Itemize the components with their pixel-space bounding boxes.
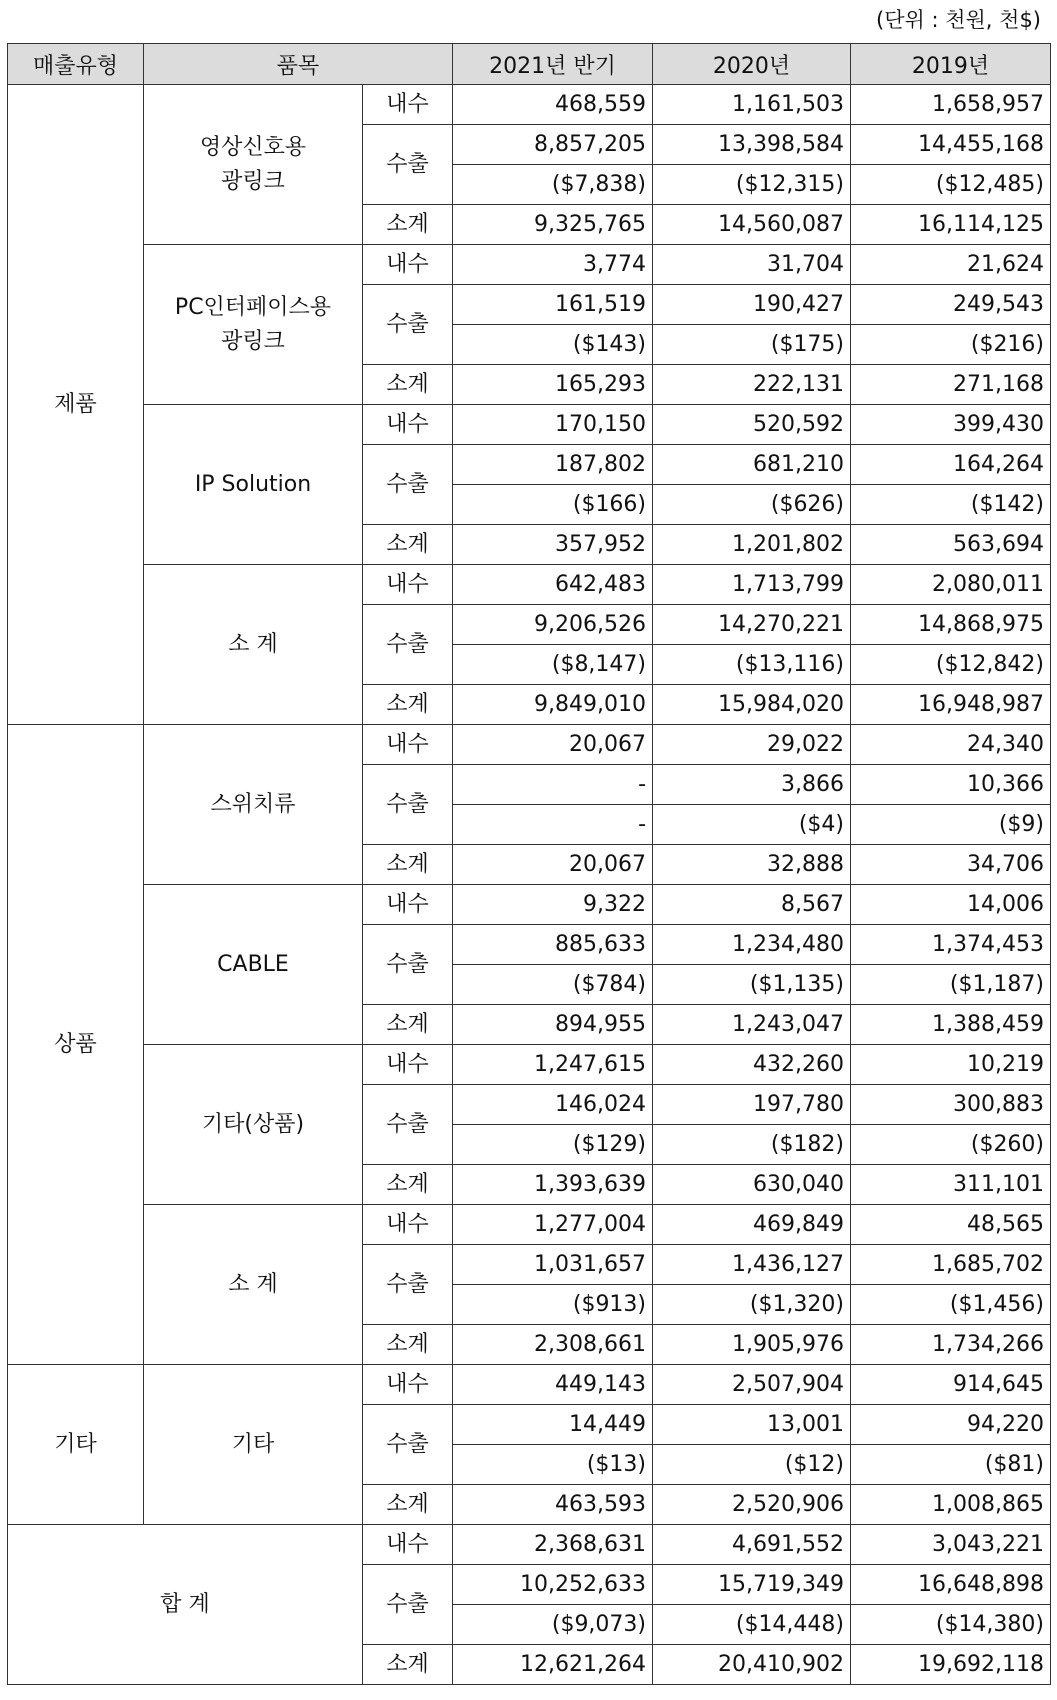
value-cell-subtotal: 1,393,639 bbox=[453, 1165, 653, 1205]
value-cell-export_usd: ($12,842) bbox=[851, 645, 1051, 685]
value-cell-export_usd: ($182) bbox=[653, 1125, 851, 1165]
header-2020: 2020년 bbox=[653, 44, 851, 85]
value-cell-domestic: 2,507,904 bbox=[653, 1365, 851, 1405]
value-cell-export_usd: ($913) bbox=[453, 1285, 653, 1325]
table-row bbox=[8, 245, 1051, 285]
table-body bbox=[8, 85, 1051, 1685]
row-label-subtotal: 소계 bbox=[363, 685, 453, 725]
value-cell-subtotal: 894,955 bbox=[453, 1005, 653, 1045]
value-cell-export: 885,633 bbox=[453, 925, 653, 965]
value-cell-export: 681,210 bbox=[653, 445, 851, 485]
value-cell-export_usd: ($81) bbox=[851, 1445, 1051, 1485]
value-cell-subtotal: 16,114,125 bbox=[851, 205, 1051, 245]
row-label-subtotal: 소계 bbox=[363, 205, 453, 245]
value-cell-subtotal: 357,952 bbox=[453, 525, 653, 565]
value-cell-export: 1,234,480 bbox=[653, 925, 851, 965]
value-cell-export_usd: ($1,320) bbox=[653, 1285, 851, 1325]
row-label-export: 수출 bbox=[363, 1565, 453, 1645]
header-type: 매출유형 bbox=[8, 44, 144, 85]
value-cell-subtotal: 1,905,976 bbox=[653, 1325, 851, 1365]
value-cell-export: 1,374,453 bbox=[851, 925, 1051, 965]
value-cell-export: - bbox=[453, 765, 653, 805]
value-cell-domestic: 914,645 bbox=[851, 1365, 1051, 1405]
row-label-subtotal: 소계 bbox=[363, 525, 453, 565]
table-row bbox=[8, 1525, 1051, 1565]
row-label-subtotal: 소계 bbox=[363, 1005, 453, 1045]
value-cell-export: 9,206,526 bbox=[453, 605, 653, 645]
row-label-domestic: 내수 bbox=[363, 1045, 453, 1085]
value-cell-export: 8,857,205 bbox=[453, 125, 653, 165]
value-cell-export: 1,436,127 bbox=[653, 1245, 851, 1285]
value-cell-domestic: 520,592 bbox=[653, 405, 851, 445]
value-cell-export_usd: ($12,315) bbox=[653, 165, 851, 205]
value-cell-domestic: 24,340 bbox=[851, 725, 1051, 765]
value-cell-domestic: 3,043,221 bbox=[851, 1525, 1051, 1565]
value-cell-domestic: 1,713,799 bbox=[653, 565, 851, 605]
total-label: 합 계 bbox=[8, 1525, 363, 1685]
value-cell-subtotal: 2,308,661 bbox=[453, 1325, 653, 1365]
group-label: 제품 bbox=[8, 85, 144, 725]
value-cell-subtotal: 12,621,264 bbox=[453, 1645, 653, 1685]
value-cell-export: 13,001 bbox=[653, 1405, 851, 1445]
row-label-subtotal: 소계 bbox=[363, 1325, 453, 1365]
table-row bbox=[8, 885, 1051, 925]
row-label-subtotal: 소계 bbox=[363, 1645, 453, 1685]
value-cell-export: 14,449 bbox=[453, 1405, 653, 1445]
item-label: PC인터페이스용 광링크 bbox=[144, 245, 363, 405]
value-cell-export_usd: ($4) bbox=[653, 805, 851, 845]
header-item: 품목 bbox=[144, 44, 453, 85]
value-cell-export: 164,264 bbox=[851, 445, 1051, 485]
row-label-subtotal: 소계 bbox=[363, 845, 453, 885]
value-cell-subtotal: 15,984,020 bbox=[653, 685, 851, 725]
item-label: 기타 bbox=[144, 1365, 363, 1525]
value-cell-export_usd: ($143) bbox=[453, 325, 653, 365]
value-cell-export_usd: ($13) bbox=[453, 1445, 653, 1485]
table-row bbox=[8, 1205, 1051, 1245]
value-cell-export: 190,427 bbox=[653, 285, 851, 325]
item-label: 소 계 bbox=[144, 1205, 363, 1365]
value-cell-domestic: 432,260 bbox=[653, 1045, 851, 1085]
value-cell-subtotal: 1,201,802 bbox=[653, 525, 851, 565]
value-cell-domestic: 4,691,552 bbox=[653, 1525, 851, 1565]
value-cell-export: 14,868,975 bbox=[851, 605, 1051, 645]
value-cell-subtotal: 463,593 bbox=[453, 1485, 653, 1525]
value-cell-export_usd: - bbox=[453, 805, 653, 845]
value-cell-export_usd: ($9) bbox=[851, 805, 1051, 845]
value-cell-domestic: 399,430 bbox=[851, 405, 1051, 445]
table-row bbox=[8, 1365, 1051, 1405]
item-label: IP Solution bbox=[144, 405, 363, 565]
value-cell-domestic: 29,022 bbox=[653, 725, 851, 765]
value-cell-export_usd: ($784) bbox=[453, 965, 653, 1005]
row-label-export: 수출 bbox=[363, 285, 453, 365]
value-cell-export: 197,780 bbox=[653, 1085, 851, 1125]
row-label-domestic: 내수 bbox=[363, 405, 453, 445]
row-label-domestic: 내수 bbox=[363, 1365, 453, 1405]
value-cell-subtotal: 20,067 bbox=[453, 845, 653, 885]
value-cell-export_usd: ($142) bbox=[851, 485, 1051, 525]
value-cell-export_usd: ($14,448) bbox=[653, 1605, 851, 1645]
item-label: 기타(상품) bbox=[144, 1045, 363, 1205]
value-cell-export: 146,024 bbox=[453, 1085, 653, 1125]
value-cell-export: 161,519 bbox=[453, 285, 653, 325]
value-cell-export_usd: ($260) bbox=[851, 1125, 1051, 1165]
row-label-domestic: 내수 bbox=[363, 245, 453, 285]
value-cell-subtotal: 2,520,906 bbox=[653, 1485, 851, 1525]
value-cell-subtotal: 311,101 bbox=[851, 1165, 1051, 1205]
value-cell-subtotal: 9,849,010 bbox=[453, 685, 653, 725]
value-cell-domestic: 1,161,503 bbox=[653, 85, 851, 125]
value-cell-domestic: 642,483 bbox=[453, 565, 653, 605]
value-cell-subtotal: 271,168 bbox=[851, 365, 1051, 405]
row-label-export: 수출 bbox=[363, 125, 453, 205]
value-cell-export: 1,031,657 bbox=[453, 1245, 653, 1285]
value-cell-domestic: 468,559 bbox=[453, 85, 653, 125]
row-label-domestic: 내수 bbox=[363, 1525, 453, 1565]
value-cell-subtotal: 1,388,459 bbox=[851, 1005, 1051, 1045]
value-cell-domestic: 449,143 bbox=[453, 1365, 653, 1405]
row-label-subtotal: 소계 bbox=[363, 1485, 453, 1525]
value-cell-export: 1,685,702 bbox=[851, 1245, 1051, 1285]
value-cell-domestic: 14,006 bbox=[851, 885, 1051, 925]
row-label-export: 수출 bbox=[363, 1405, 453, 1485]
value-cell-export_usd: ($7,838) bbox=[453, 165, 653, 205]
value-cell-domestic: 3,774 bbox=[453, 245, 653, 285]
value-cell-domestic: 1,658,957 bbox=[851, 85, 1051, 125]
table-row bbox=[8, 725, 1051, 765]
value-cell-export: 10,366 bbox=[851, 765, 1051, 805]
row-label-domestic: 내수 bbox=[363, 725, 453, 765]
row-label-subtotal: 소계 bbox=[363, 1165, 453, 1205]
value-cell-export: 15,719,349 bbox=[653, 1565, 851, 1605]
item-label: 스위치류 bbox=[144, 725, 363, 885]
value-cell-export_usd: ($166) bbox=[453, 485, 653, 525]
group-label: 기타 bbox=[8, 1365, 144, 1525]
value-cell-subtotal: 165,293 bbox=[453, 365, 653, 405]
value-cell-export: 13,398,584 bbox=[653, 125, 851, 165]
value-cell-export_usd: ($9,073) bbox=[453, 1605, 653, 1645]
value-cell-subtotal: 1,734,266 bbox=[851, 1325, 1051, 1365]
value-cell-domestic: 31,704 bbox=[653, 245, 851, 285]
value-cell-export: 94,220 bbox=[851, 1405, 1051, 1445]
value-cell-subtotal: 19,692,118 bbox=[851, 1645, 1051, 1685]
header-2019: 2019년 bbox=[851, 44, 1051, 85]
value-cell-domestic: 1,247,615 bbox=[453, 1045, 653, 1085]
value-cell-export: 300,883 bbox=[851, 1085, 1051, 1125]
row-label-export: 수출 bbox=[363, 605, 453, 685]
row-label-export: 수출 bbox=[363, 1245, 453, 1325]
item-label: 영상신호용 광링크 bbox=[144, 85, 363, 245]
header-2021: 2021년 반기 bbox=[453, 44, 653, 85]
value-cell-domestic: 1,277,004 bbox=[453, 1205, 653, 1245]
header-row bbox=[8, 44, 1051, 85]
value-cell-subtotal: 34,706 bbox=[851, 845, 1051, 885]
value-cell-export_usd: ($1,187) bbox=[851, 965, 1051, 1005]
item-label: 소 계 bbox=[144, 565, 363, 725]
value-cell-domestic: 170,150 bbox=[453, 405, 653, 445]
value-cell-export_usd: ($1,135) bbox=[653, 965, 851, 1005]
row-label-domestic: 내수 bbox=[363, 565, 453, 605]
table-row bbox=[8, 565, 1051, 605]
value-cell-subtotal: 14,560,087 bbox=[653, 205, 851, 245]
value-cell-export_usd: ($12) bbox=[653, 1445, 851, 1485]
value-cell-domestic: 8,567 bbox=[653, 885, 851, 925]
item-label: CABLE bbox=[144, 885, 363, 1045]
value-cell-subtotal: 32,888 bbox=[653, 845, 851, 885]
value-cell-export: 16,648,898 bbox=[851, 1565, 1051, 1605]
value-cell-domestic: 48,565 bbox=[851, 1205, 1051, 1245]
value-cell-export: 249,543 bbox=[851, 285, 1051, 325]
row-label-domestic: 내수 bbox=[363, 85, 453, 125]
value-cell-export: 10,252,633 bbox=[453, 1565, 653, 1605]
row-label-export: 수출 bbox=[363, 925, 453, 1005]
value-cell-export_usd: ($626) bbox=[653, 485, 851, 525]
row-label-export: 수출 bbox=[363, 445, 453, 525]
value-cell-domestic: 9,322 bbox=[453, 885, 653, 925]
table-row bbox=[8, 1045, 1051, 1085]
value-cell-domestic: 20,067 bbox=[453, 725, 653, 765]
value-cell-export_usd: ($12,485) bbox=[851, 165, 1051, 205]
row-label-subtotal: 소계 bbox=[363, 365, 453, 405]
value-cell-subtotal: 222,131 bbox=[653, 365, 851, 405]
value-cell-export_usd: ($14,380) bbox=[851, 1605, 1051, 1645]
value-cell-export_usd: ($175) bbox=[653, 325, 851, 365]
value-cell-export: 14,270,221 bbox=[653, 605, 851, 645]
table-row bbox=[8, 405, 1051, 445]
row-label-export: 수출 bbox=[363, 1085, 453, 1165]
value-cell-subtotal: 9,325,765 bbox=[453, 205, 653, 245]
sales-table bbox=[7, 43, 1051, 1685]
value-cell-domestic: 2,080,011 bbox=[851, 565, 1051, 605]
value-cell-domestic: 21,624 bbox=[851, 245, 1051, 285]
value-cell-export_usd: ($216) bbox=[851, 325, 1051, 365]
value-cell-export_usd: ($1,456) bbox=[851, 1285, 1051, 1325]
value-cell-subtotal: 563,694 bbox=[851, 525, 1051, 565]
row-label-domestic: 내수 bbox=[363, 1205, 453, 1245]
value-cell-export_usd: ($8,147) bbox=[453, 645, 653, 685]
row-label-export: 수출 bbox=[363, 765, 453, 845]
unit-note: (단위 : 천원, 천$) bbox=[876, 8, 1041, 32]
value-cell-subtotal: 1,008,865 bbox=[851, 1485, 1051, 1525]
value-cell-domestic: 2,368,631 bbox=[453, 1525, 653, 1565]
value-cell-export_usd: ($129) bbox=[453, 1125, 653, 1165]
value-cell-domestic: 10,219 bbox=[851, 1045, 1051, 1085]
value-cell-subtotal: 1,243,047 bbox=[653, 1005, 851, 1045]
group-label: 상품 bbox=[8, 725, 144, 1365]
value-cell-domestic: 469,849 bbox=[653, 1205, 851, 1245]
value-cell-export: 14,455,168 bbox=[851, 125, 1051, 165]
value-cell-export: 187,802 bbox=[453, 445, 653, 485]
table-row bbox=[8, 85, 1051, 125]
row-label-domestic: 내수 bbox=[363, 885, 453, 925]
value-cell-subtotal: 16,948,987 bbox=[851, 685, 1051, 725]
value-cell-export: 3,866 bbox=[653, 765, 851, 805]
value-cell-subtotal: 630,040 bbox=[653, 1165, 851, 1205]
value-cell-export_usd: ($13,116) bbox=[653, 645, 851, 685]
value-cell-subtotal: 20,410,902 bbox=[653, 1645, 851, 1685]
